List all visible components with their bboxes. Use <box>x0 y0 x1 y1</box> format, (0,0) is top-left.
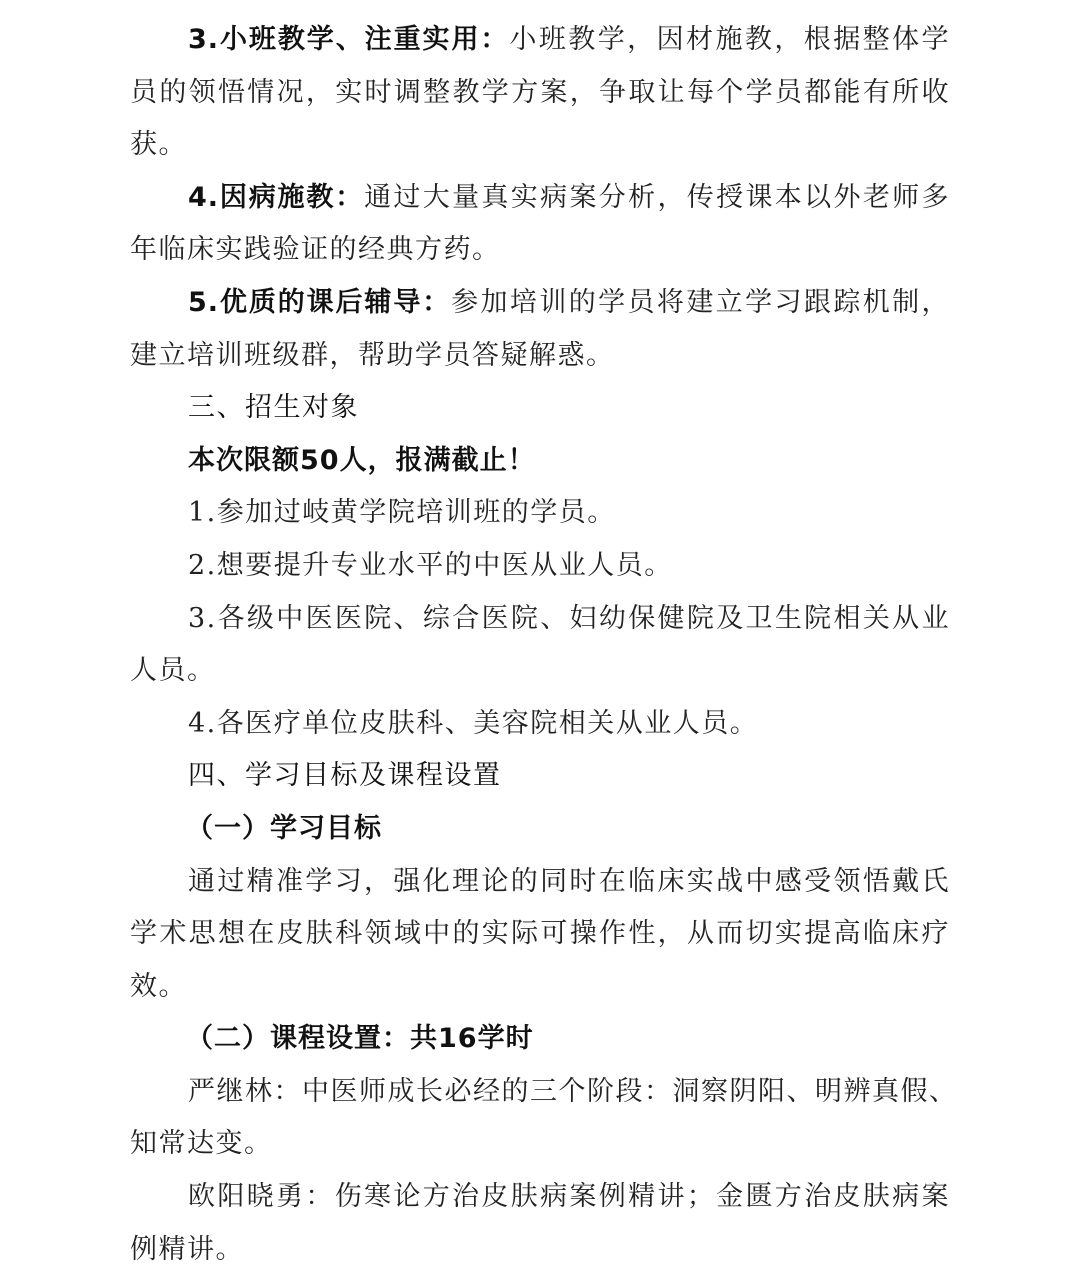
text-line: 小班教学，因材施教，根据整体学 <box>509 24 951 55</box>
bold-heading: 3.小班教学、注重实用： <box>188 24 510 55</box>
text-line: 建立培训班级群，帮助学员答疑解惑。 <box>130 339 615 371</box>
paragraph-case-teaching <box>130 172 950 225</box>
bold-heading: 5.优质的课后辅导： <box>188 286 452 318</box>
course-line: 严继林：中医师成长必经的三个阶段：洞察阴阳、明辨真假、 <box>188 1075 958 1107</box>
list-item: 4.各医疗单位皮肤科、美容院相关从业人员。 <box>188 707 759 739</box>
text-line: 效。 <box>130 970 187 1002</box>
text-line: 学术思想在皮肤科领域中的实际可操作性，从而切实提高临床疗 <box>130 918 950 950</box>
section-heading: 四、学习目标及课程设置 <box>188 760 502 792</box>
document-page <box>130 14 958 1276</box>
enrollment-limit: 本次限额50人，报满截止！ <box>188 444 536 476</box>
list-item: 3.各级中医医院、综合医院、妇幼保健院及卫生院相关从业 <box>188 602 950 634</box>
course-line: 例精讲。 <box>130 1233 244 1265</box>
course-line: 欧阳晓勇：伤寒论方治皮肤病案例精讲；金匮方治皮肤病案 <box>188 1181 950 1213</box>
text-line: 年临床实践验证的经典方药。 <box>130 234 501 266</box>
text-line: 通过大量真实病案分析，传授课本以外老师多 <box>364 181 951 213</box>
bold-heading: 4.因病施教： <box>188 181 365 213</box>
list-item: 2.想要提升专业水平的中医从业人员。 <box>188 549 673 581</box>
list-item: 1.参加过岐黄学院培训班的学员。 <box>188 497 616 529</box>
text-line: 员的领悟情况，实时调整教学方案，争取让每个学员都能有所收 <box>130 76 950 108</box>
text-line: 通过精准学习，强化理论的同时在临床实战中感受领悟戴氏 <box>188 865 950 897</box>
text-line: 参加培训的学员将建立学习跟踪机制， <box>451 286 951 318</box>
section-heading: 三、招生对象 <box>188 392 359 424</box>
subsection-heading: （二）课程设置：共16学时 <box>186 1023 534 1055</box>
text-line: 获。 <box>130 129 187 161</box>
list-item-continued: 人员。 <box>130 655 216 687</box>
course-line: 知常达变。 <box>130 1128 273 1160</box>
paragraph-small-class <box>130 14 950 67</box>
paragraph-after-class <box>130 277 950 330</box>
subsection-heading: （一）学习目标 <box>186 812 382 844</box>
